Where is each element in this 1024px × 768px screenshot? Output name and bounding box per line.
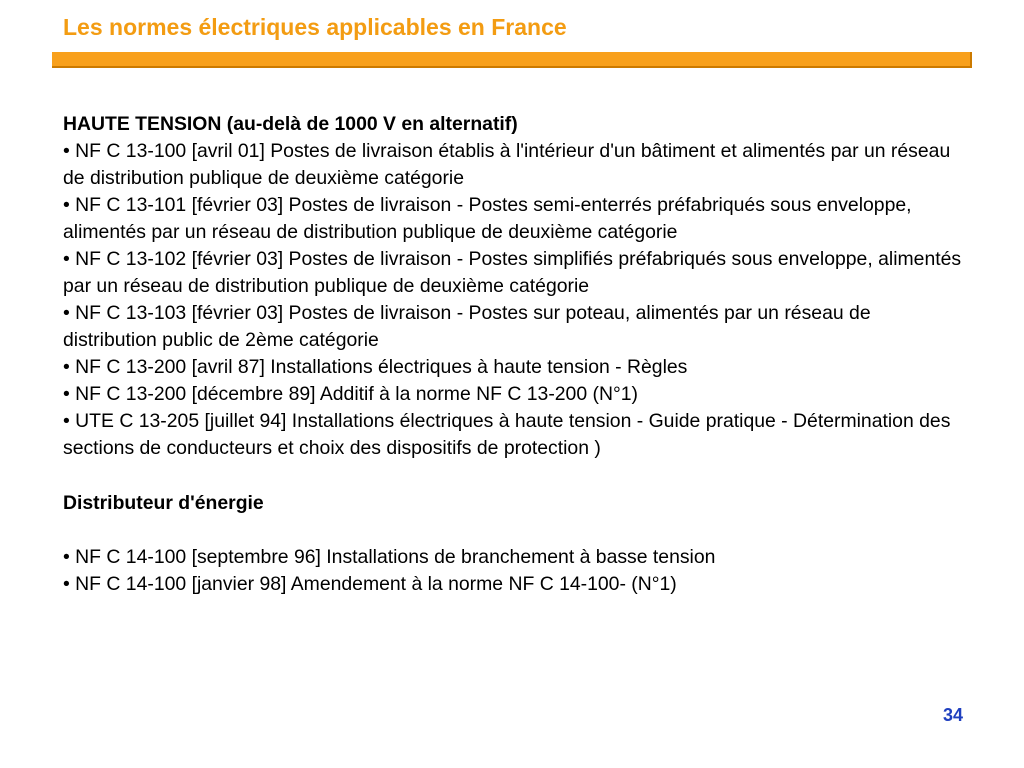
distributor-heading: Distributeur d'énergie <box>63 492 264 514</box>
list-item: • NF C 14-100 [septembre 96] Installations de branchement à basse tension <box>63 546 716 568</box>
list-item: • NF C 14-100 [janvier 98] Amendement à la norme NF C 14-100- (N°1) <box>63 573 677 595</box>
list-item: • NF C 13-100 [avril 01] Postes de livraison établis à l'intérieur d'un bâtiment et alimentés par un réseau de distribution publique de deuxième catégorie <box>63 140 951 189</box>
slide-title: Les normes électriques applicables en France <box>63 14 567 40</box>
list-item: • NF C 13-200 [avril 87] Installations électriques à haute tension - Règles <box>63 356 688 378</box>
list-item: • NF C 13-103 [février 03] Postes de livraison - Postes sur poteau, alimentés par un réseau de distribution public de 2ème catégorie <box>63 302 871 351</box>
distributor-section <box>63 490 968 598</box>
list-item: • NF C 13-200 [décembre 89] Additif à la norme NF C 13-200 (N°1) <box>63 383 638 405</box>
title-underline-bar <box>52 52 972 68</box>
slide-content <box>63 111 968 598</box>
list-item: • UTE C 13-205 [juillet 94] Installations électriques à haute tension - Guide pratique - Détermination des sections de conducteurs et choix des dispositifs de protection ) <box>63 410 951 459</box>
list-item: • NF C 13-102 [février 03] Postes de livraison - Postes simplifiés préfabriqués sous enveloppe, alimentés par un réseau de distribution publique de deuxième catégorie <box>63 248 962 297</box>
page-number: 34 <box>942 705 963 725</box>
high-voltage-section <box>63 111 968 462</box>
high-voltage-heading: HAUTE TENSION (au-delà de 1000 V en alternatif) <box>63 113 518 135</box>
list-item: • NF C 13-101 [février 03] Postes de livraison - Postes semi-enterrés préfabriqués sous enveloppe, alimentés par un réseau de distribution publique de deuxième catégorie <box>63 194 912 243</box>
